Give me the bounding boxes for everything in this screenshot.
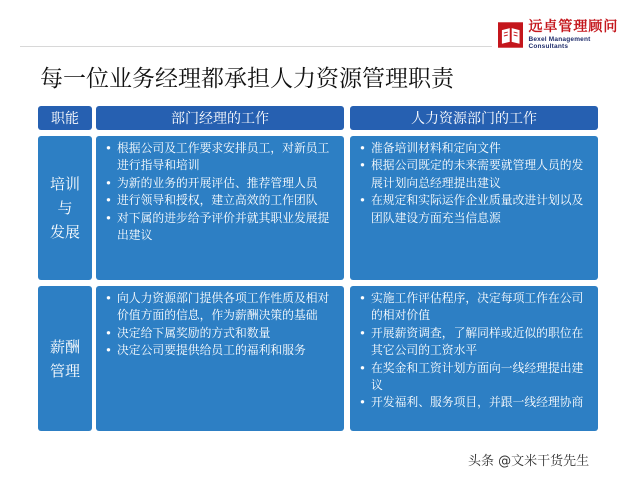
header-dept-manager: 部门经理的工作 <box>96 106 344 130</box>
bullet-item: • 在奖金和工资计划方面向一线经理提出建议 <box>356 360 590 395</box>
bullet-item: • 向人力资源部门提供各项工作性质及相对价值方面的信息，作为薪酬决策的基础 <box>102 290 336 325</box>
function-label-line: 培训 <box>49 175 80 193</box>
dept-manager-training-cell <box>96 136 344 280</box>
function-compensation <box>38 286 92 431</box>
bullet-item: • 进行领导和授权，建立高效的工作团队 <box>102 192 336 209</box>
function-training-development <box>38 136 92 280</box>
logo-chinese-name: 远卓管理顾问 <box>528 19 619 35</box>
logo-english-name: Bexel Management Consultants <box>528 36 591 50</box>
source-watermark: 头条 @文米干货先生 <box>468 454 590 469</box>
header-divider <box>20 46 492 47</box>
bullet-item: • 对下属的进步给予评价并就其职业发展提出建议 <box>102 210 336 245</box>
function-label-line: 薪酬 <box>49 337 80 356</box>
function-label-line: 管理 <box>49 361 80 380</box>
function-label-line: 与 <box>57 199 73 217</box>
bullet-item: • 决定公司要提供给员工的福利和服务 <box>102 342 336 359</box>
hr-dept-compensation-cell <box>350 286 598 431</box>
header-hr-dept: 人力资源部门的工作 <box>350 106 598 130</box>
page-title: 每一位业务经理都承担人力资源管理职责 <box>40 66 454 92</box>
bullet-item: • 实施工作评估程序，决定每项工作在公司的相对价值 <box>356 290 590 325</box>
company-logo <box>498 18 630 52</box>
header-function: 职能 <box>38 106 92 130</box>
bullet-item: • 为新的业务的开展评估、推荐管理人员 <box>102 175 336 192</box>
bullet-item: • 根据公司及工作要求安排员工，对新员工进行指导和培训 <box>102 140 336 175</box>
bullet-item: • 开发福利、服务项目，并跟一线经理协商 <box>356 394 590 411</box>
bullet-item: • 开展薪资调查，了解同样或近似的职位在其它公司的工资水平 <box>356 325 590 360</box>
bullet-item: • 决定给下属奖励的方式和数量 <box>102 325 336 342</box>
bullet-item: • 在规定和实际运作企业质量改进计划以及团队建设方面充当信息源 <box>356 192 590 227</box>
function-label-line: 发展 <box>49 223 80 241</box>
hr-dept-training-cell <box>350 136 598 280</box>
book-logo-icon <box>498 22 523 48</box>
bullet-item: • 准备培训材料和定向文件 <box>356 140 590 157</box>
bullet-item: • 根据公司既定的未来需要就管理人员的发展计划向总经理提出建议 <box>356 157 590 192</box>
dept-manager-compensation-cell <box>96 286 344 431</box>
